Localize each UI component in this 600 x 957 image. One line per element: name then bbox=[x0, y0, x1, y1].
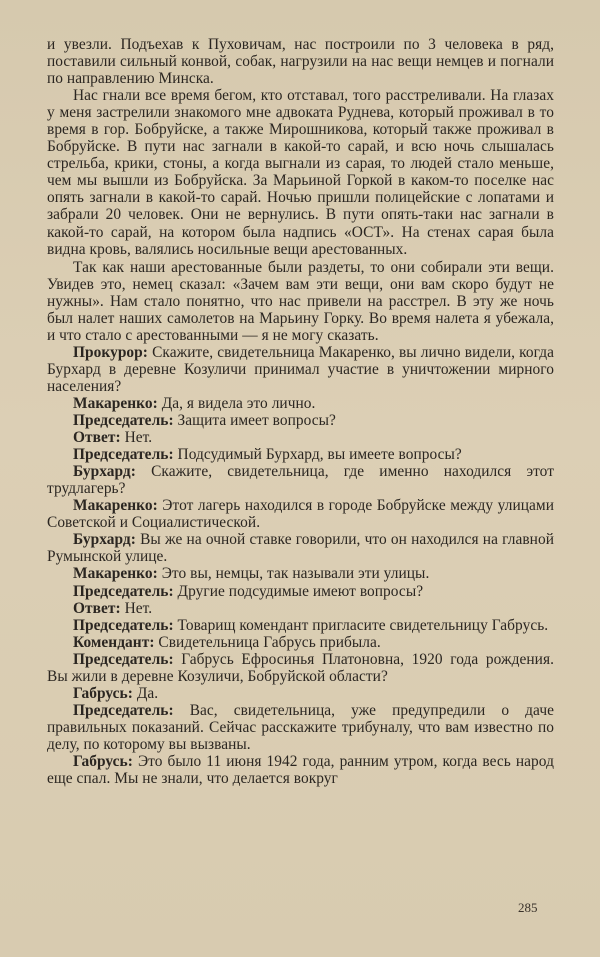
speaker-label: Макаренко: bbox=[73, 497, 158, 515]
speaker-label: Ответ: bbox=[73, 429, 121, 447]
speaker-label: Бурхард: bbox=[73, 531, 136, 549]
paragraph-text: Товарищ комендант пригласите свидетельницу Габрусь. bbox=[177, 616, 549, 634]
speaker-label: Председатель: bbox=[73, 412, 174, 430]
paragraph-text: Это было 11 июня 1942 года, ранним утром, когда весь народ еще спал. Мы не знали, что делается вокруг bbox=[47, 752, 554, 788]
paragraph bbox=[47, 395, 554, 412]
paragraph-text: Нет. bbox=[124, 429, 153, 447]
paragraph bbox=[47, 685, 554, 702]
speaker-label: Макаренко: bbox=[73, 394, 158, 412]
speaker-label: Председатель: bbox=[73, 701, 174, 719]
speaker-label: Прокурор: bbox=[73, 343, 148, 361]
paragraph-text: Свидетельница Габрусь прибыла. bbox=[158, 633, 381, 651]
speaker-label: Ответ: bbox=[73, 599, 121, 617]
paragraph bbox=[47, 446, 554, 463]
paragraph bbox=[47, 36, 554, 87]
page-number: 285 bbox=[518, 900, 538, 915]
paragraph bbox=[47, 463, 554, 497]
paragraph bbox=[47, 600, 554, 617]
speaker-label: Председатель: bbox=[73, 446, 174, 464]
paragraph bbox=[47, 497, 554, 531]
paragraph bbox=[47, 87, 554, 257]
paragraph bbox=[47, 412, 554, 429]
paragraph-text: Так как наши арестованные были раздеты, то они собирали эти вещи. Увидев это, немец сказал: «Зачем вам эти вещи, они вам скоро будут не нужны». Нам стало понятно, что нас привели на расстрел. В эту же ночь был налет наших самолетов на Марьину Горку. Во время налета я убежала, и что стало с арестованными — я не могу сказать. bbox=[47, 258, 554, 344]
paragraph-text: Вы же на очной ставке говорили, что он находился на главной Румынской улице. bbox=[47, 531, 554, 566]
paragraph bbox=[47, 634, 554, 651]
paragraph bbox=[47, 753, 554, 787]
paragraph bbox=[47, 702, 554, 753]
paragraph-text: и увезли. Подъехав к Пуховичам, нас построили по 3 человека в ряд, поставили сильный конвой, собак, нагрузили на нас вещи немцев и погнали по направлению Минска. bbox=[47, 36, 554, 88]
paragraph-text: Скажите, свидетельница, где именно находился этот трудлагерь? bbox=[47, 463, 554, 498]
paragraph bbox=[47, 429, 554, 446]
speaker-label: Комендант: bbox=[73, 633, 155, 651]
paragraph-text: Нас гнали все время бегом, кто отставал, того расстреливали. На глазах у меня застрелили знакомого мне адвоката Руднева, который проживал в то время в гор. Бобруйске, а также Мирошникова, который также проживал в Бобруйске. В пути нас загнали в какой-то сарай, и всю ночь слышалась стрельба, крики, стоны, а когда выгнали из сарая, то людей стало меньше, чем мы вышли из Бобруйска. За Марьиной Горкой в каком-то поселке нас опять загнали в какой-то сарай. Ночью пришли полицейские с лопатами и забрали 20 человек. Они не вернулись. В пути опять-таки нас загнали в какой-то сарай, на котором была надпись «ОСТ». На стенах сарая была видна кровь, валялись носильные вещи арестованных. bbox=[47, 87, 554, 258]
speaker-label: Председатель: bbox=[73, 650, 174, 668]
speaker-label: Макаренко: bbox=[73, 565, 158, 583]
paragraph bbox=[47, 259, 554, 344]
paragraph-text: Защита имеет вопросы? bbox=[177, 412, 336, 430]
paragraph bbox=[47, 344, 554, 395]
paragraph-text: Да, я видела это лично. bbox=[161, 394, 316, 412]
speaker-label: Председатель: bbox=[73, 582, 174, 600]
paragraph-text: Да. bbox=[136, 684, 159, 702]
paragraph bbox=[47, 565, 554, 582]
speaker-label: Бурхард: bbox=[73, 463, 136, 481]
page-text bbox=[47, 36, 554, 787]
paragraph-text: Габрусь Ефросинья Платоновна, 1920 года рождения. Вы жили в деревне Козуличи, Бобруйской области? bbox=[47, 650, 554, 685]
paragraph-text: Скажите, свидетельница Макаренко, вы лично видели, когда Бурхард в деревне Козуличи принимал участие в уничтожении мирного населения? bbox=[47, 343, 555, 395]
paragraph-text: Вас, свидетельница, уже предупредили о даче правильных показаний. Сейчас расскажите трибуналу, что вам известно по делу, по которому вы вызваны. bbox=[47, 701, 554, 753]
paragraph bbox=[47, 583, 554, 600]
paragraph bbox=[47, 651, 554, 685]
paragraph-text: Другие подсудимые имеют вопросы? bbox=[177, 582, 424, 600]
paragraph-text: Подсудимый Бурхард, вы имеете вопросы? bbox=[177, 446, 462, 464]
speaker-label: Габрусь: bbox=[73, 752, 133, 770]
paragraph bbox=[47, 531, 554, 565]
paragraph-text: Нет. bbox=[124, 599, 153, 617]
paragraph-text: Этот лагерь находился в городе Бобруйске между улицами Советской и Социалистической. bbox=[47, 497, 554, 532]
paragraph bbox=[47, 617, 554, 634]
paragraph-text: Это вы, немцы, так называли эти улицы. bbox=[161, 565, 430, 583]
speaker-label: Председатель: bbox=[73, 616, 174, 634]
speaker-label: Габрусь: bbox=[73, 684, 133, 702]
